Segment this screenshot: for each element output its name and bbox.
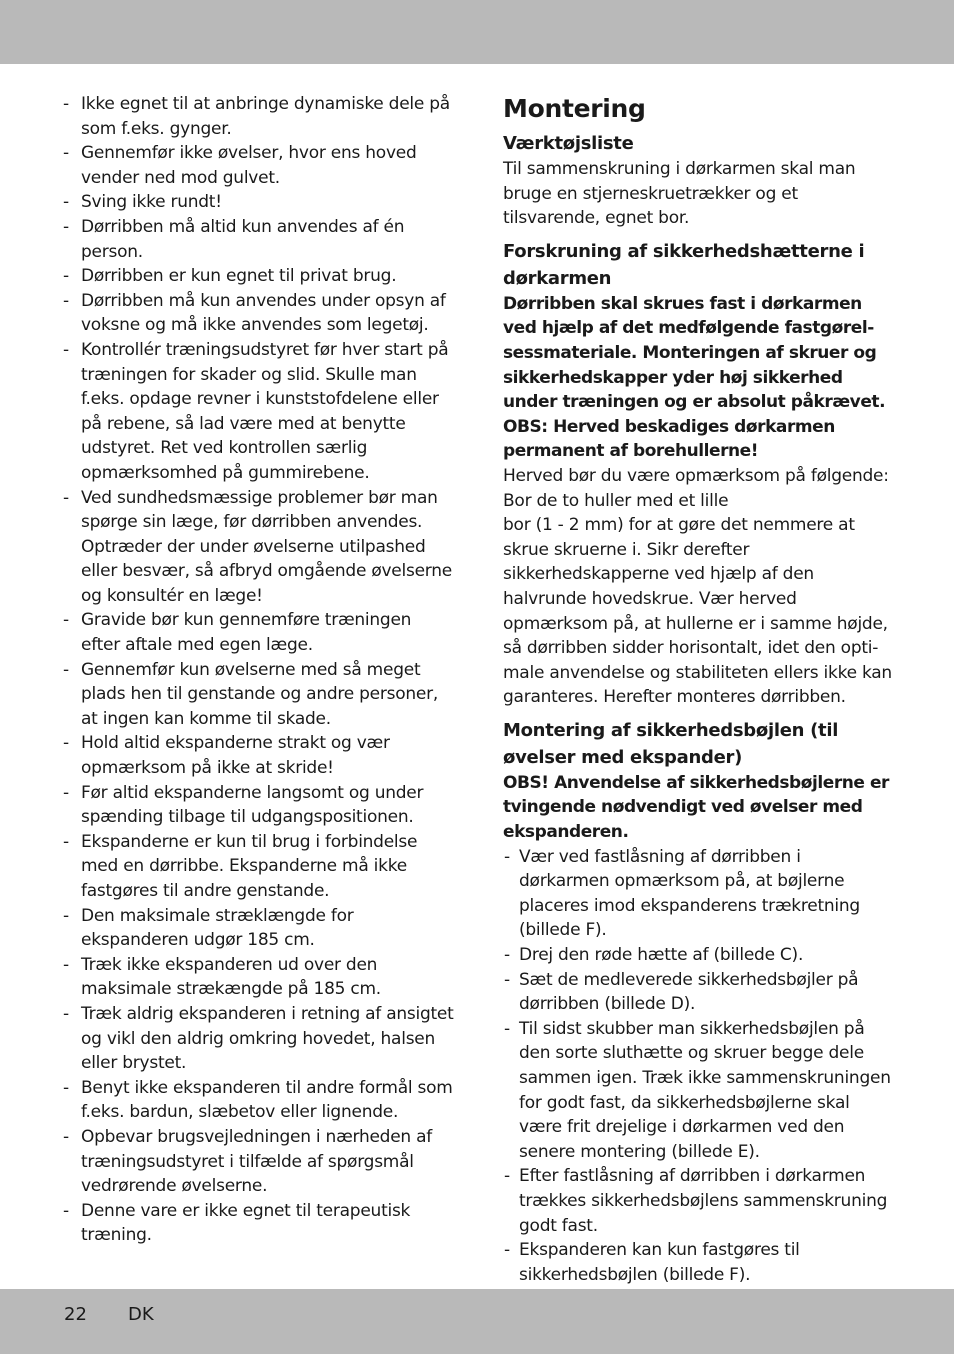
mounting-steps-list [503,845,895,1288]
list-item: - Dørribben er kun egnet til privat brug. [62,264,454,289]
list-item: - Træk ikke ekspanderen ud over den maksimale strækængde på 185 cm. [62,953,454,1002]
list-item: - Gennemfør ikke øvelser, hvor ens hoved vender ned mod gulvet. [62,141,454,190]
header-bar [0,0,954,64]
list-item: - Sæt de medleverede sikkerhedsbøjler på dørribben (billede D). [503,968,895,1017]
section-title: Montering [503,94,646,123]
list-item: - Ekspanderen kan kun fastgøres til sikkerhedsbøjlen (billede F). [503,1238,895,1287]
list-item: - Træk aldrig ekspanderen i retning af ansigtet og vikl den aldrig omkring hovedet, halsen eller brystet. [62,1002,454,1076]
safety-instructions-list [62,92,454,1248]
list-item: - Dørribben må altid kun anvendes af én person. [62,215,454,264]
list-item: - Benyt ikke ekspanderen til andre formål som f.eks. bardun, slæbetov eller lignende. [62,1076,454,1125]
list-item: - Drej den røde hætte af (billede C). [503,943,895,968]
list-item: - Ikke egnet til at anbringe dynamiske dele på som f.eks. gynger. [62,92,454,141]
page-number: 22 [64,1304,87,1325]
tools-text: Til sammenskruning i dørkarmen skal man bruge en stjerneskruetrækker og et tilsvarende, egnet bor. [503,159,856,229]
language-code: DK [128,1304,154,1325]
tools-heading: Værktøjsliste [503,133,634,154]
list-item: - Den maksimale stræklængde for ekspanderen udgør 185 cm. [62,904,454,953]
list-item: - Ekspanderne er kun til brug i forbindelse med en dørribbe. Ekspanderne må ikke fastgøres til andre genstande. [62,830,454,904]
list-item: - Kontrollér træningsudstyret før hver start på træningen for skader og slid. Skulle man f.eks. opdage revner i kunststofdelene eller på rebene, så lad være med at benytte udstyret. Ret ved kontrollen særlig opmærksomhed på gummirebene. [62,338,454,486]
list-item: - Dørribben må kun anvendes under opsyn af voksne og må ikke anvendes som legetøj. [62,289,454,338]
list-item: - Denne vare er ikke egnet til terapeutisk træning. [62,1199,454,1248]
caps-text-2: bor (1 - 2 mm) for at gøre det nemmere at skrue skruerne i. Sikr derefter sikkerhedskapperne ved hjælp af den halvrunde hovedskrue. Vær herved opmærksom på, at hullerne er i samme højde, så dørribben sidder horisontalt, idet den optimale anvendelse og stabiliteten ellers ikke kan garanteres. Herefter monteres dørribben. [503,515,892,708]
list-item: - Vær ved fastlåsning af dørribben i dørkarmen opmærksom på, at bøjlerne placeres imod ekspanderens trækretning (billede F). [503,845,895,943]
list-item: - Efter fastlåsning af dørribben i dørkarmen trækkes sikkerhedsbøjlens sammenskruning godt fast. [503,1164,895,1238]
list-item: - Gravide bør kun gennemføre træningen efter aftale med egen læge. [62,608,454,657]
list-item: - Før altid ekspanderne langsomt og under spænding tilbage til udgangspositionen. [62,781,454,830]
list-item: - Sving ikke rundt! [62,190,454,215]
list-item: - Opbevar brugsvejledningen i nærheden af træningsudstyret i tilfælde af spørgsmål vedrørende øvelserne. [62,1125,454,1199]
caps-text-1: Herved bør du være opmærksom på følgende: Bor de to huller med et lille [503,465,889,511]
caps-heading: Forskruning af sikkerhedshætterne i dørkarmen [503,240,865,289]
list-item: - Gennemfør kun øvelserne med så meget plads hen til genstande og andre personer, at ingen kan komme til skade. [62,658,454,732]
list-item: - Til sidst skubber man sikkerhedsbøjlen på den sorte sluthætte og skruer begge dele sammen igen. Træk ikke sammenskruningen for godt fast, da sikkerhedsbøjlerne skal være frit drejelige i dørkarmen ved den senere montering (billede E). [503,1017,895,1165]
list-item: - Ved sundhedsmæssige problemer bør man spørge sin læge, før dørribben anvendes. Optræder der under øvelserne utilpashed eller besvær, så afbryd omgående øvelserne og konsultér en læge! [62,486,454,609]
bar-warning: OBS! Anvendelse af sikkerhedsbøjlerne er tvingende nødvendigt ved øvelser med ekspanderen. [503,772,889,843]
left-column [62,92,454,1248]
right-column [503,92,895,1287]
list-item: - Hold altid ekspanderne strakt og vær opmærksom på ikke at skride! [62,731,454,780]
bar-heading: Montering af sikkerhedsbøjlen (til øvelser med ekspander) [503,719,839,768]
caps-warning: Dørribben skal skrues fast i dørkarmen ved hjælp af det medfølgende fastgørelsessmateriale. Monteringen af skruer og sikkerhedskapper yder høj sikkerhed under træningen og er absolut påkrævet. OBS: Herved beskadiges dørkarmen permanent af borehullerne! [503,293,886,462]
